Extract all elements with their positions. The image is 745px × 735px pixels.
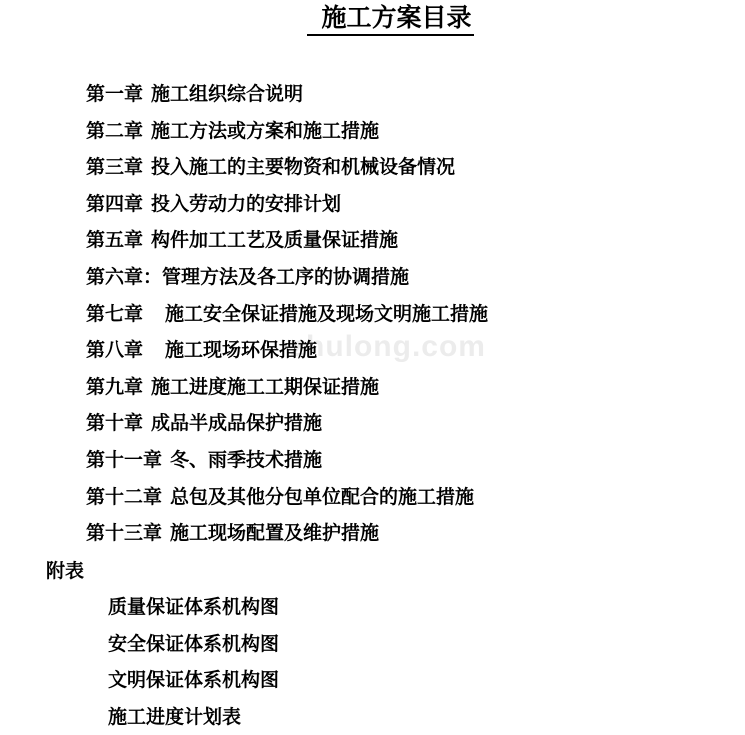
chapter-number: 第六章： [86, 265, 163, 288]
appendix-list [108, 589, 279, 735]
chapter-item [86, 186, 488, 223]
chapter-title: 施工现场环保措施 [165, 339, 318, 362]
appendix-item: 施工进度计划表 [108, 705, 242, 728]
chapter-number: 第二章 [86, 119, 144, 142]
chapter-item [86, 442, 488, 479]
appendix-item: 文明保证体系机构图 [108, 669, 280, 692]
chapter-number: 第三章 [86, 156, 144, 179]
chapter-title: 构件加工工艺及质量保证措施 [151, 229, 399, 252]
chapter-title: 施工安全保证措施及现场文明施工措施 [165, 302, 489, 325]
chapter-title: 投入施工的主要物资和机械设备情况 [151, 156, 456, 179]
chapter-number: 第八章 [86, 339, 144, 362]
appendix-heading: 附表 [46, 560, 85, 582]
chapter-item [86, 405, 488, 442]
chapter-title: 施工组织综合说明 [151, 83, 304, 105]
appendix-item: 质量保证体系机构图 [108, 596, 280, 618]
chapter-number: 第十二章 [86, 485, 163, 508]
appendix-item: 安全保证体系机构图 [108, 632, 280, 655]
watermark: zhulong.com [290, 330, 486, 363]
chapter-title: 成品半成品保护措施 [151, 412, 323, 435]
chapter-item [86, 149, 488, 186]
chapter-title: 管理方法及各工序的协调措施 [162, 265, 410, 288]
chapter-number: 第一章 [86, 83, 144, 105]
chapter-item [86, 259, 488, 296]
chapter-item [86, 76, 488, 113]
chapter-item [86, 296, 488, 333]
chapter-title: 冬、雨季技术措施 [170, 448, 323, 471]
chapter-number: 第五章 [86, 229, 144, 252]
chapter-number: 第十章 [86, 412, 144, 435]
chapter-number: 第四章 [86, 192, 144, 215]
chapter-title: 总包及其他分包单位配合的施工措施 [170, 485, 475, 508]
chapter-item [86, 113, 488, 150]
chapter-item [86, 479, 488, 516]
chapter-number: 第十三章 [86, 522, 163, 545]
chapter-list [86, 76, 488, 552]
chapter-number: 第九章 [86, 375, 144, 398]
chapter-title: 施工方法或方案和施工措施 [151, 119, 380, 142]
chapter-title: 投入劳动力的安排计划 [151, 192, 342, 215]
chapter-number: 第七章 [86, 302, 144, 325]
chapter-title: 施工进度施工工期保证措施 [151, 375, 380, 398]
chapter-item [86, 332, 488, 369]
chapter-item [86, 222, 488, 259]
document-title: 施工方案目录 [307, 2, 473, 36]
chapter-item [86, 369, 488, 406]
document-title-wrap [0, 2, 745, 36]
chapter-item [86, 515, 488, 552]
chapter-number: 第十一章 [86, 448, 163, 471]
chapter-title: 施工现场配置及维护措施 [170, 522, 380, 545]
